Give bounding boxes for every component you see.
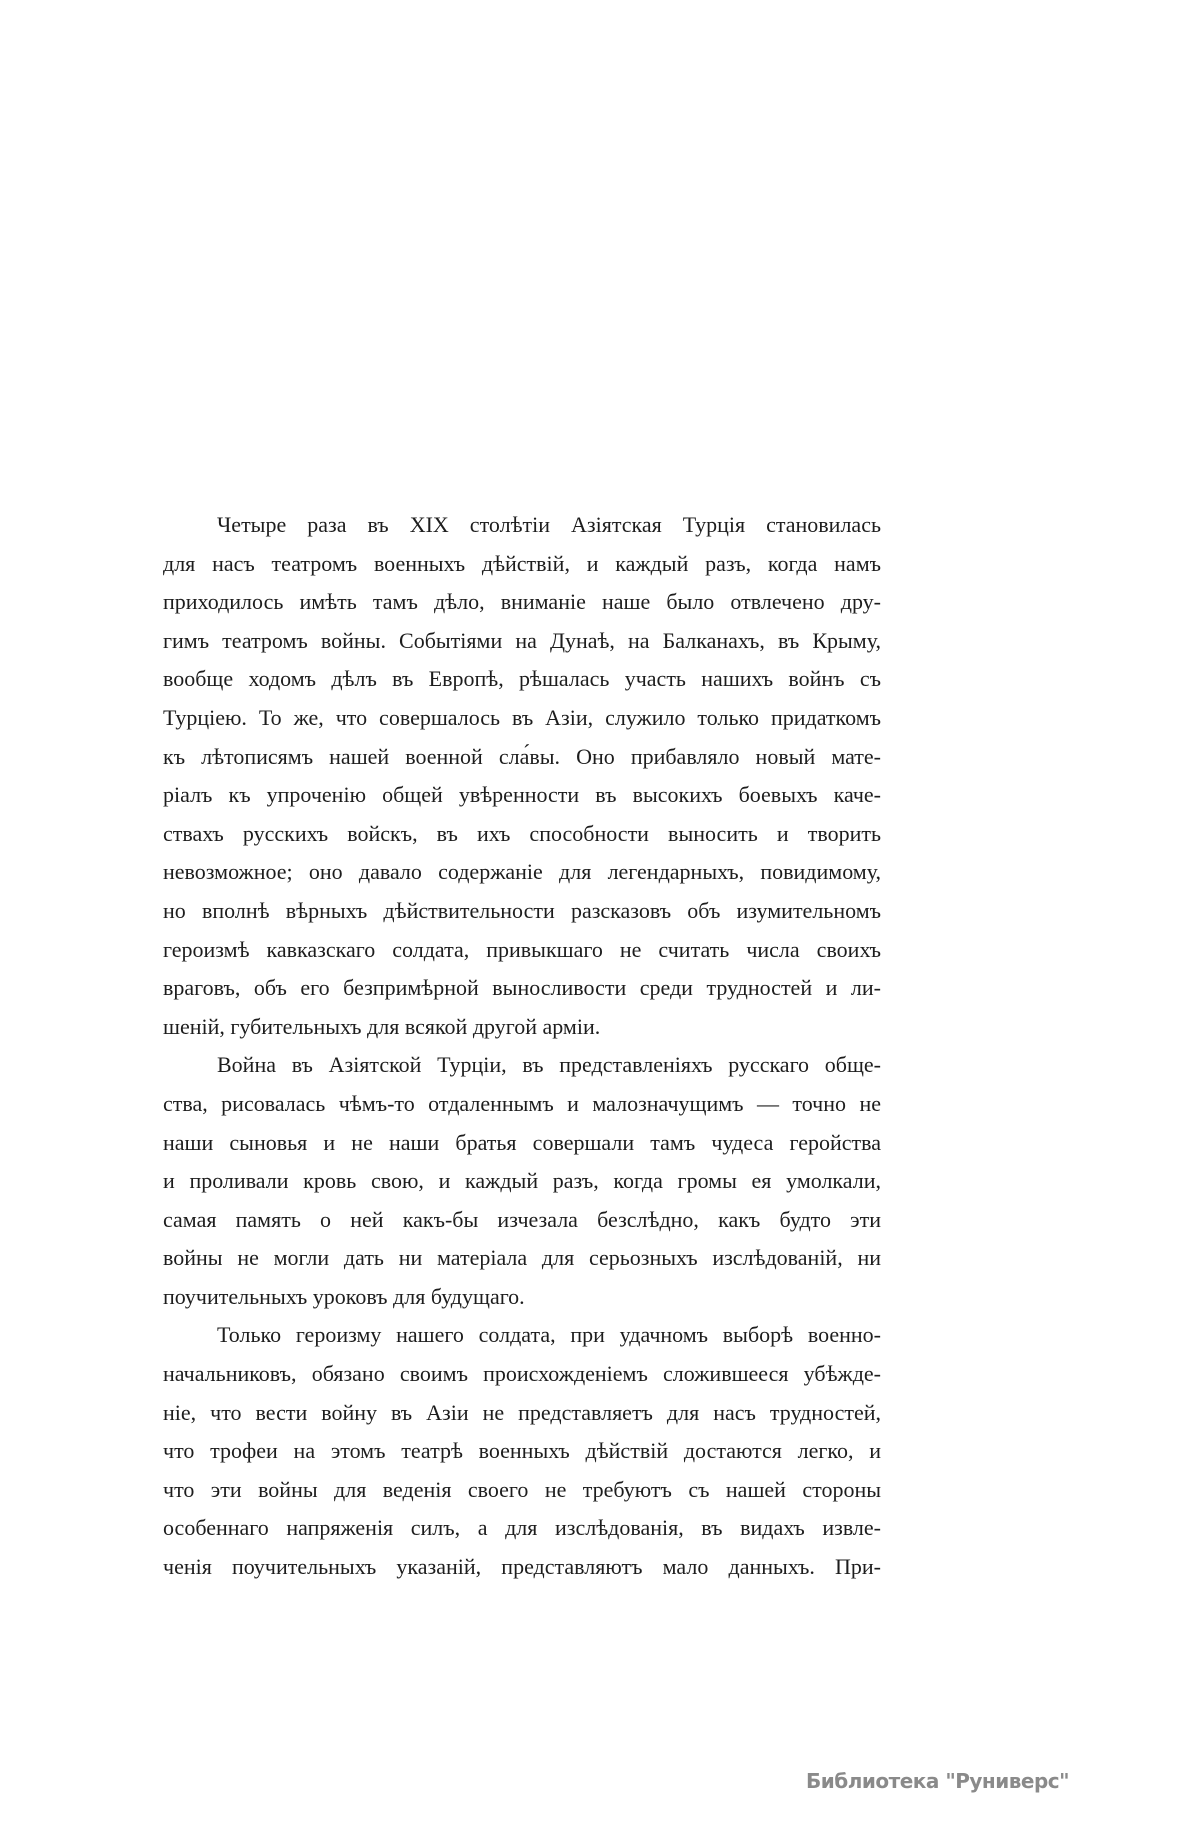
- text-line: самая память о ней какъ-бы изчезала безслѣдно, какъ будто эти: [163, 1206, 881, 1232]
- text-line: враговъ, объ его безпримѣрной выносливости среди трудностей и ли-: [163, 975, 881, 1001]
- text-line: вообще ходомъ дѣлъ въ Европѣ, рѣшалась участь нашихъ войнъ съ: [163, 666, 881, 692]
- text-line: къ лѣтописямъ нашей военной сла́вы. Оно прибавляло новый мате-: [163, 743, 881, 769]
- paragraph-3: [163, 1316, 881, 1586]
- text-line: ствахъ русскихъ войскъ, въ ихъ способности выносить и творить: [163, 820, 881, 846]
- text-line: ченія поучительныхъ указаній, представляютъ мало данныхъ. При-: [163, 1554, 881, 1580]
- text-line: Турціею. То же, что совершалось въ Азіи, служило только придаткомъ: [163, 704, 881, 730]
- text-line: героизмѣ кавказскаго солдата, привыкшаго не считать числа своихъ: [163, 936, 881, 962]
- text-line: приходилось имѣть тамъ дѣло, вниманіе наше было отвлечено дру-: [163, 589, 881, 615]
- text-line: поучительныхъ уроковъ для будущаго.: [163, 1283, 525, 1309]
- text-line: особеннаго напряженія силъ, а для изслѣдованія, въ видахъ извле-: [163, 1515, 881, 1541]
- page-text-block: [163, 506, 881, 1587]
- text-line: войны не могли дать ни матеріала для серьозныхъ изслѣдованій, ни: [163, 1245, 881, 1271]
- paragraph-1: [163, 506, 881, 1046]
- paragraph-2: [163, 1046, 881, 1316]
- text-line: для насъ театромъ военныхъ дѣйствій, и каждый разъ, когда намъ: [163, 550, 881, 576]
- text-line: что трофеи на этомъ театрѣ военныхъ дѣйствій достаются легко, и: [163, 1438, 881, 1464]
- text-line: шеній, губительныхъ для всякой другой арміи.: [163, 1013, 601, 1039]
- text-line: гимъ театромъ войны. Событіями на Дунаѣ, на Балканахъ, въ Крыму,: [163, 627, 881, 653]
- text-line: но вполнѣ вѣрныхъ дѣйствительности разсказовъ объ изумительномъ: [163, 897, 881, 923]
- text-line: Только героизму нашего солдата, при удачномъ выборѣ военно-: [217, 1322, 881, 1348]
- library-watermark: Библиотека "Руниверс": [806, 1769, 1070, 1793]
- text-line: ніе, что вести войну въ Азіи не представляетъ для насъ трудностей,: [163, 1399, 881, 1425]
- text-line: Война въ Азіятской Турціи, въ представленіяхъ русскаго обще-: [217, 1052, 881, 1078]
- text-line: ства, рисовалась чѣмъ-то отдаленнымъ и малозначущимъ — точно не: [163, 1090, 881, 1116]
- text-line: ріалъ къ упроченію общей увѣренности въ высокихъ боевыхъ каче-: [163, 782, 881, 808]
- text-line: невозможное; оно давало содержаніе для легендарныхъ, повидимому,: [163, 859, 881, 885]
- text-line: Четыре раза въ XIX столѣтіи Азіятская Турція становилась: [217, 512, 881, 537]
- text-line: и проливали кровь свою, и каждый разъ, когда громы ея умолкали,: [163, 1168, 881, 1194]
- text-line: начальниковъ, обязано своимъ происхожденіемъ сложившееся убѣжде-: [163, 1361, 881, 1387]
- text-line: наши сыновья и не наши братья совершали тамъ чудеса геройства: [163, 1129, 881, 1155]
- text-line: что эти войны для веденія своего не требуютъ съ нашей стороны: [163, 1476, 881, 1502]
